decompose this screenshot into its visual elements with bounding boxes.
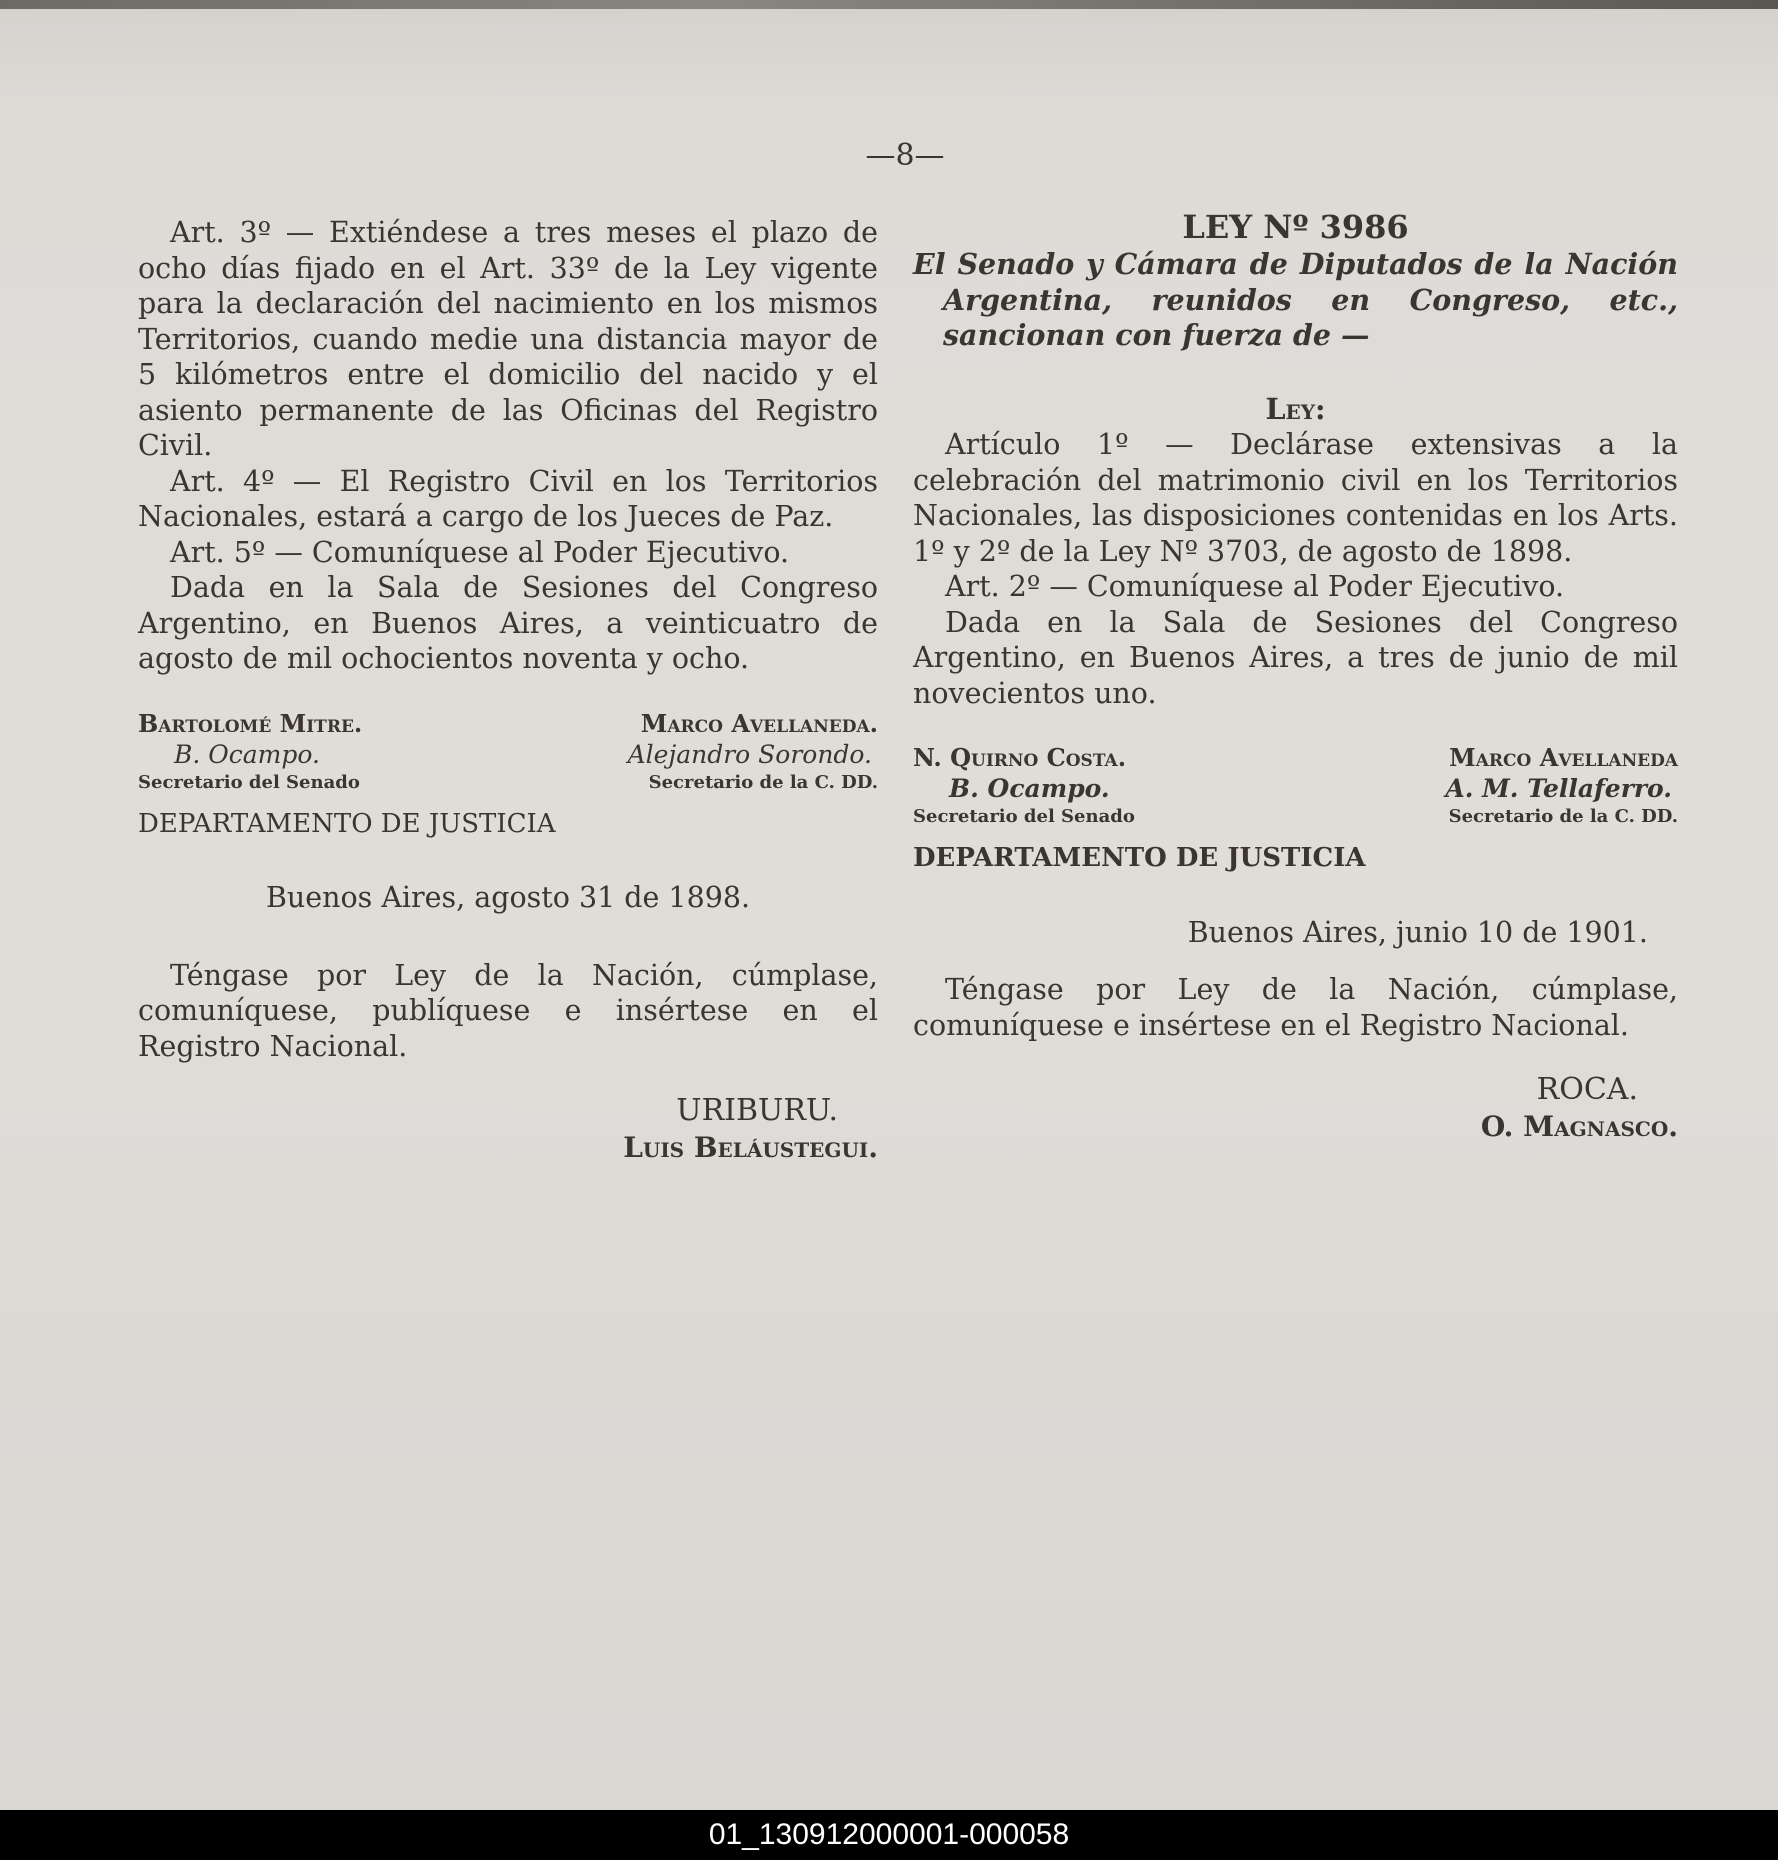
- president-signature: URIBURU.: [676, 1093, 838, 1128]
- minister-signature: Luis Beláustegui.: [623, 1131, 878, 1164]
- signatory-name: Marco Avellaneda: [1449, 743, 1678, 772]
- tengase-paragraph: Téngase por Ley de la Nación, cúmplase, comuníquese, publíquese e insértese en el Registro Nacional.: [138, 958, 878, 1063]
- secretary-name: Alejandro Sorondo.: [627, 739, 872, 769]
- preamble-rest: Argentina, reunidos en Congreso, etc., sancionan con fuerza de —: [943, 282, 1678, 352]
- promulgation-date: Buenos Aires, junio 10 de 1901.: [1187, 915, 1648, 949]
- article-3: Art. 3º — Extiéndese a tres meses el plazo de ocho días fijado en el Art. 33º de la Ley vigente para la declaración del nacimiento en los mismos Territorios, cuando medie una distancia mayor de 5 kilómetros entre el domicilio del nacido y el asiento permanente de las Oficinas del Registro Civil.: [138, 216, 878, 462]
- signatory-name: Marco Avellaneda.: [640, 708, 878, 738]
- president-signature: ROCA.: [1536, 1072, 1638, 1107]
- signature-right: [628, 709, 878, 795]
- left-column: [138, 215, 878, 1166]
- article-1: Artículo 1º — Declárase extensivas a la celebración del matrimonio civil en los Territorios Nacionales, las disposiciones contenidas en los Arts. 1º y 2º de la Ley Nº 3703, de agosto de 1898.: [913, 428, 1678, 568]
- image-id-footer: 01_130912000001-000058: [0, 1810, 1778, 1860]
- right-column: [913, 207, 1678, 1145]
- article-5: Art. 5º — Comuníquese al Poder Ejecutivo.: [170, 535, 790, 569]
- law-title: LEY Nº 3986: [1182, 208, 1409, 246]
- department-heading: DEPARTAMENTO DE JUSTICIA: [913, 843, 1366, 873]
- dada-paragraph: Dada en la Sala de Sesiones del Congreso Argentino, en Buenos Aires, a tres de junio de mil novecientos uno.: [913, 605, 1678, 710]
- minister-signature: O. Magnasco.: [1480, 1110, 1678, 1143]
- executive-signatures: [913, 1071, 1678, 1145]
- page-number: —8—: [865, 138, 945, 173]
- preamble-first-line: El Senado y Cámara de Diputados de la Nación: [913, 247, 1678, 281]
- ley-heading: Ley:: [1265, 391, 1326, 426]
- secretary-role: Secretario de la C. DD.: [1448, 806, 1678, 827]
- secretary-name: A. M. Tellaferro.: [1445, 774, 1672, 803]
- preamble: [913, 247, 1678, 354]
- secretary-name: B. Ocampo.: [949, 774, 1110, 803]
- signatory-name: Bartolomé Mitre.: [138, 708, 363, 738]
- signature-block: [138, 709, 878, 795]
- secretary-role: Secretario del Senado: [138, 771, 360, 793]
- promulgation-date: Buenos Aires, agosto 31 de 1898.: [265, 881, 751, 914]
- signature-left: [138, 709, 362, 795]
- department-heading: DEPARTAMENTO DE JUSTICIA: [138, 808, 556, 839]
- signature-left: [913, 743, 1135, 829]
- tengase-paragraph: Téngase por Ley de la Nación, cúmplase, comuníquese e insértese en el Registro Nacional.: [913, 973, 1678, 1042]
- dada-paragraph: Dada en la Sala de Sesiones del Congreso Argentino, en Buenos Aires, a veinticuatro de agosto de mil ochocientos noventa y ocho.: [138, 571, 878, 675]
- executive-signatures: [138, 1092, 878, 1166]
- signature-right: [1445, 743, 1678, 829]
- secretary-role: Secretario de la C. DD.: [648, 771, 878, 793]
- secretary-name: B. Ocampo.: [174, 739, 320, 769]
- signatory-name: N. Quirno Costa.: [913, 743, 1127, 772]
- article-2: Art. 2º — Comuníquese al Poder Ejecutivo.: [945, 570, 1565, 603]
- secretary-role: Secretario del Senado: [913, 806, 1135, 827]
- page-top-edge: [0, 0, 1778, 9]
- article-4: Art. 4º — El Registro Civil en los Territorios Nacionales, estará a cargo de los Jueces de Paz.: [138, 464, 878, 533]
- signature-block: [913, 743, 1678, 829]
